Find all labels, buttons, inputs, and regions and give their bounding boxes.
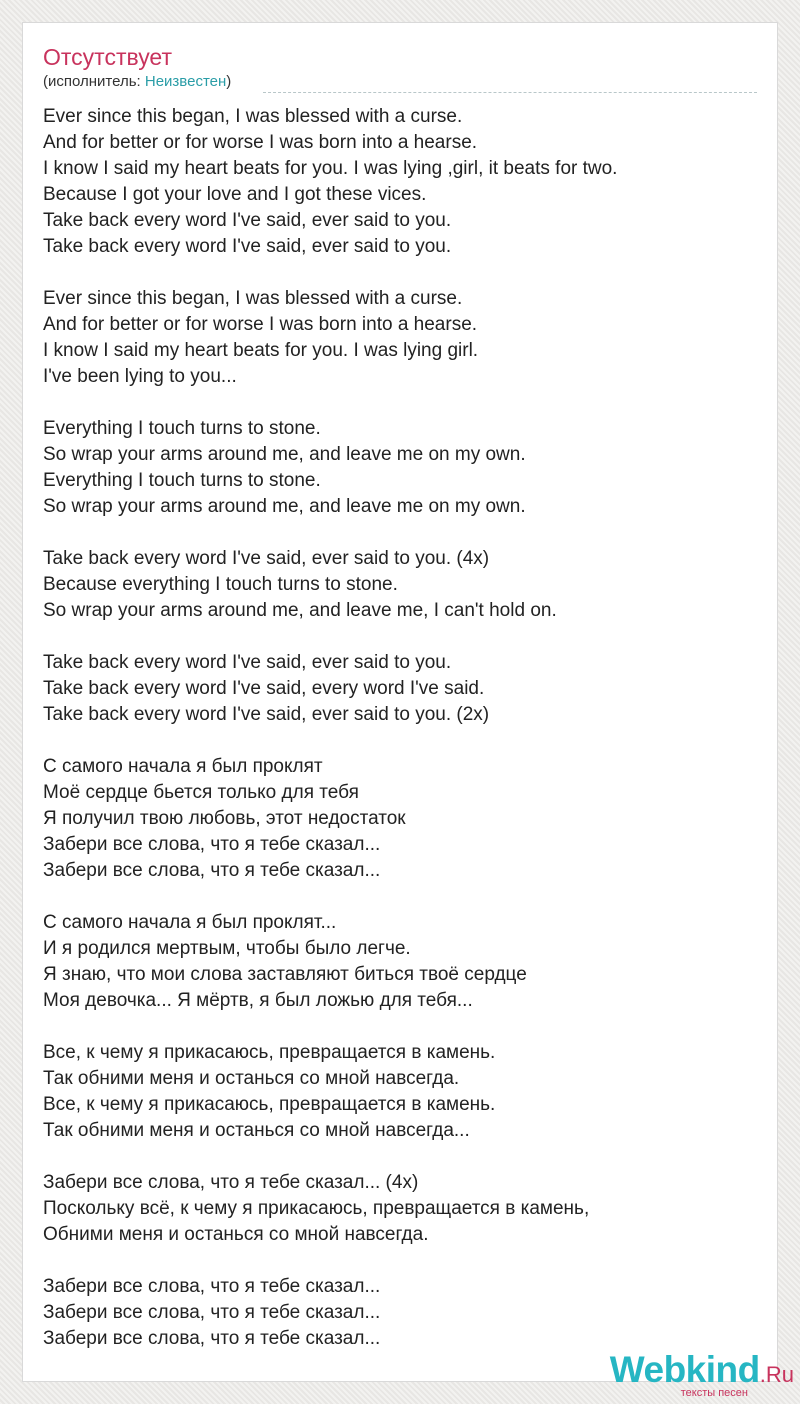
lyric-line: So wrap your arms around me, and leave me, I can't hold on.	[43, 600, 557, 621]
lyric-line: С самого начала я был проклят...	[43, 912, 337, 933]
lyric-line: Take back every word I've said, ever said to you.	[43, 652, 452, 673]
stanza-break	[43, 1014, 759, 1040]
lyric-line: И я родился мертвым, чтобы было легче.	[43, 938, 411, 959]
artist-link[interactable]: Неизвестен	[144, 73, 227, 90]
lyric-line: Забери все слова, что я тебе сказал...	[43, 1328, 381, 1349]
lyric-line: Я знаю, что мои слова заставляют биться твоё сердце	[43, 964, 527, 985]
lyric-line: I've been lying to you...	[43, 366, 237, 387]
artist-suffix: )	[226, 73, 232, 90]
stanza-break	[43, 260, 759, 286]
lyric-line: Take back every word I've said, ever said to you. (4x)	[43, 548, 490, 569]
lyric-line: Take back every word I've said, ever said to you. (2x)	[43, 704, 490, 725]
lyric-line: Ever since this began, I was blessed with a curse.	[43, 288, 463, 309]
lyric-line: Everything I touch turns to stone.	[43, 418, 321, 439]
stanza-break	[43, 624, 759, 650]
lyric-line: Забери все слова, что я тебе сказал... (4x)	[43, 1172, 419, 1193]
stanza-break	[43, 728, 759, 754]
logo-tagline: тексты песен	[680, 1387, 748, 1399]
lyric-line: Так обними меня и останься со мной навсегда...	[43, 1120, 470, 1141]
stanza-break	[43, 884, 759, 910]
lyric-line: Забери все слова, что я тебе сказал...	[43, 834, 381, 855]
logo-tld: .Ru	[759, 1362, 794, 1387]
lyric-line: Забери все слова, что я тебе сказал...	[43, 1302, 381, 1323]
lyric-line: So wrap your arms around me, and leave me on my own.	[43, 496, 526, 517]
stanza-break	[43, 1144, 759, 1170]
lyric-line: Так обними меня и останься со мной навсегда.	[43, 1068, 460, 1089]
lyric-line: Обними меня и останься со мной навсегда.	[43, 1224, 429, 1245]
logo-wordmark: Webkind	[609, 1349, 760, 1390]
lyric-line: I know I said my heart beats for you. I was lying girl.	[43, 340, 479, 361]
lyric-line: I know I said my heart beats for you. I was lying ,girl, it beats for two.	[43, 158, 618, 179]
lyric-line: Because I got your love and I got these vices.	[43, 184, 427, 205]
stanza-break	[43, 390, 759, 416]
lyric-line: Take back every word I've said, ever said to you.	[43, 210, 452, 231]
lyric-line: Take back every word I've said, every word I've said.	[43, 678, 485, 699]
lyric-line: Because everything I touch turns to stone.	[43, 574, 398, 595]
lyrics-text	[43, 104, 759, 1352]
stanza-break	[43, 1248, 759, 1274]
lyric-line: Ever since this began, I was blessed with a curse.	[43, 106, 463, 127]
lyric-line: С самого начала я был проклят	[43, 756, 323, 777]
lyric-line: Поскольку всё, к чему я прикасаюсь, превращается в камень,	[43, 1198, 590, 1219]
site-logo[interactable]	[610, 1351, 794, 1398]
lyric-line: Моё сердце бьется только для тебя	[43, 782, 359, 803]
lyric-line: Take back every word I've said, ever said to you.	[43, 236, 452, 257]
lyric-line: Я получил твою любовь, этот недостаток	[43, 808, 406, 829]
lyric-line: Everything I touch turns to stone.	[43, 470, 321, 491]
song-title: Отсутствует	[43, 44, 172, 70]
lyric-line: So wrap your arms around me, and leave me on my own.	[43, 444, 526, 465]
lyric-line: And for better or for worse I was born into a hearse.	[43, 314, 478, 335]
lyric-line: Забери все слова, что я тебе сказал...	[43, 1276, 381, 1297]
stanza-break	[43, 520, 759, 546]
divider	[263, 92, 757, 93]
artist-line	[43, 73, 231, 91]
lyric-line: Все, к чему я прикасаюсь, превращается в камень.	[43, 1042, 496, 1063]
lyrics-card	[22, 22, 778, 1382]
lyric-line: Моя девочка... Я мёртв, я был ложью для тебя...	[43, 990, 473, 1011]
lyric-line: And for better or for worse I was born into a hearse.	[43, 132, 478, 153]
lyric-line: Все, к чему я прикасаюсь, превращается в камень.	[43, 1094, 496, 1115]
artist-prefix: (исполнитель:	[43, 73, 145, 90]
lyric-line: Забери все слова, что я тебе сказал...	[43, 860, 381, 881]
